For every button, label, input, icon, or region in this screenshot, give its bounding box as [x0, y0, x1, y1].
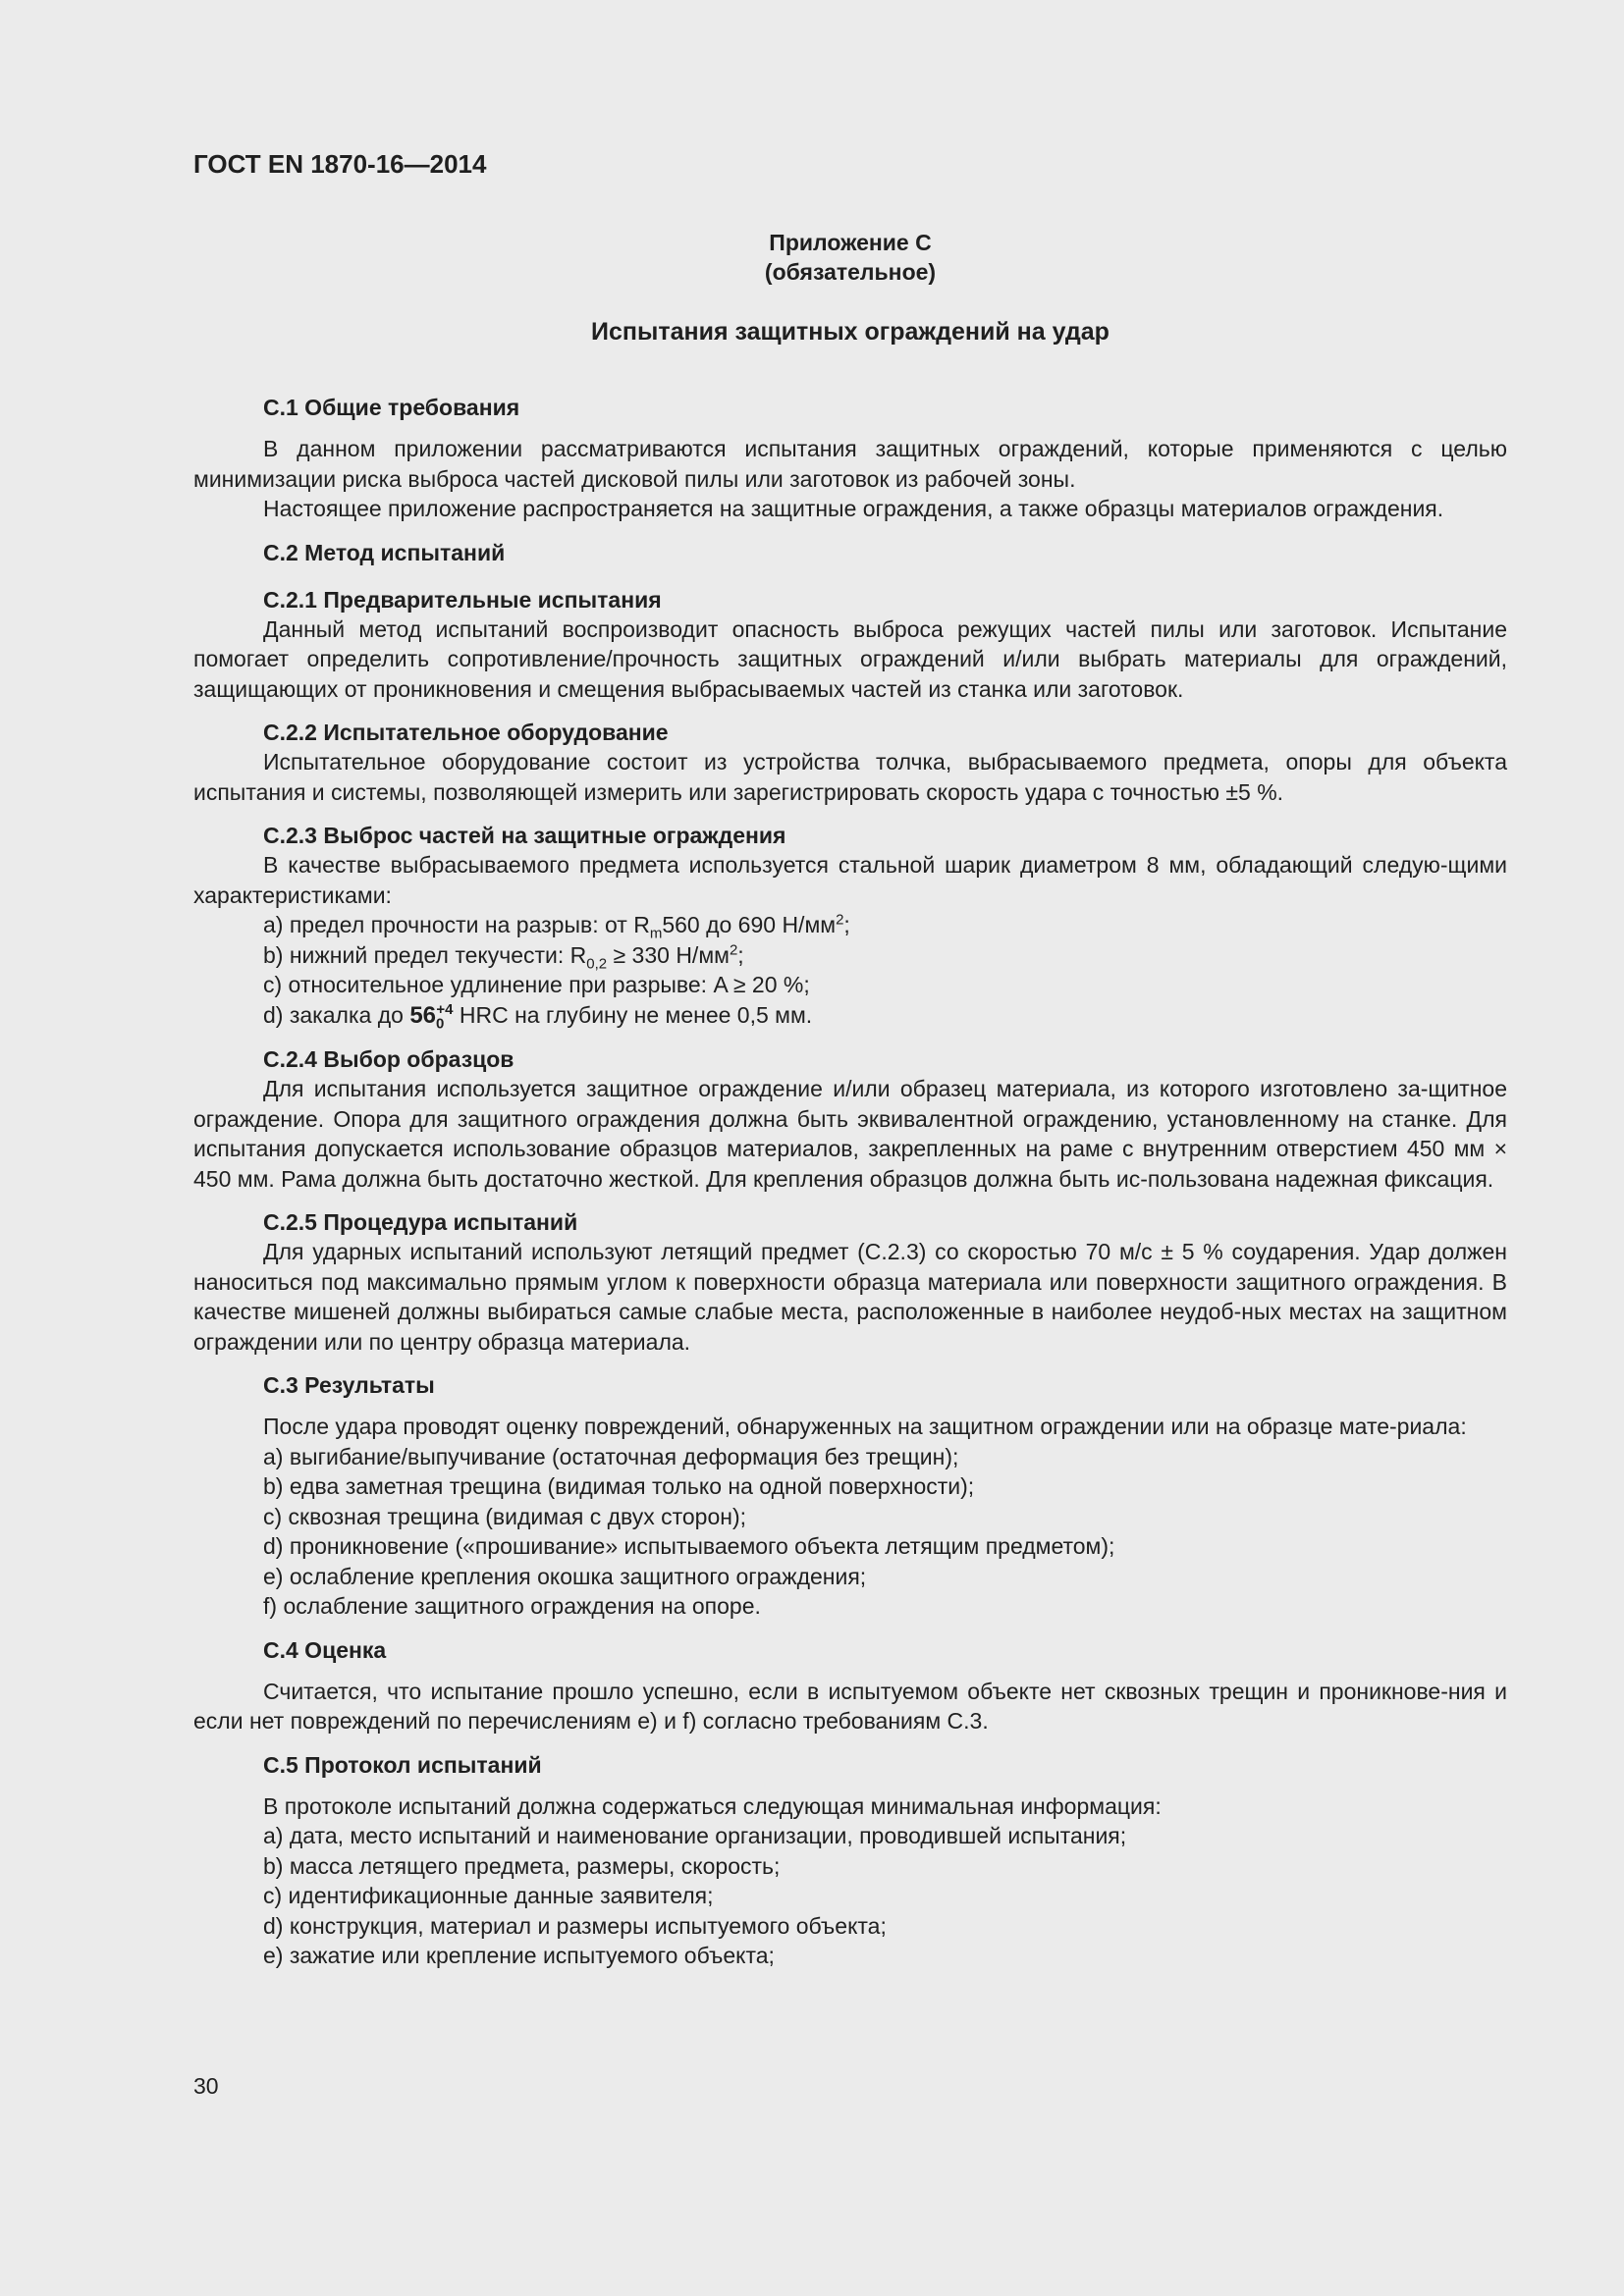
paragraph: Данный метод испытаний воспроизводит опасность выброса режущих частей пилы или заготовок. Испытание помогает определить сопротивление/прочность защитных ограждений и/или выбрать материалы для ограждений, защищающих от проникновения и смещения выбрасываемых частей из станка или заготовок.	[193, 615, 1507, 702]
list-item: a) дата, место испытаний и наименование организации, проводившей испытания;	[263, 1823, 1127, 1848]
annex-status: (обязательное)	[764, 259, 937, 285]
paragraph: Для ударных испытаний используют летящий предмет (С.2.3) со скоростью 70 м/с ± 5 % соударения. Удар должен наноситься под максимально прямым углом к поверхности образца материала или поверхности защитного ограждения. В качестве мишеней должны выбираться самые слабые места, расположенные в наиболее неудоб-ных местах на защитном ограждении или по центру образца материала.	[193, 1239, 1507, 1355]
paragraph: Считается, что испытание прошло успешно, если в испытуемом объекте нет сквозных трещин и проникнове-ния и если нет повреждений по перечислениям e) и f) согласно требованиям С.3.	[193, 1678, 1507, 1734]
section-heading-c3: С.3 Результаты	[263, 1372, 435, 1398]
annex-name: Испытания защитных ограждений на удар	[591, 318, 1110, 346]
section-heading-c1: С.1 Общие требования	[263, 395, 520, 420]
list-item: d) проникновение («прошивание» испытываемого объекта летящим предметом);	[263, 1533, 1115, 1559]
section-heading-c4: С.4 Оценка	[263, 1636, 387, 1663]
list-item: c) идентификационные данные заявителя;	[263, 1883, 714, 1908]
subsection-heading-c21: С.2.1 Предварительные испытания	[263, 586, 662, 613]
list-item: b) едва заметная трещина (видимая только на одной поверхности);	[263, 1473, 975, 1499]
paragraph: После удара проводят оценку повреждений, обнаруженных на защитном ограждении или на образце мате-риала:	[263, 1414, 1467, 1439]
paragraph: В протоколе испытаний должна содержаться следующая минимальная информация:	[263, 1792, 1162, 1819]
document-id: ГОСТ EN 1870-16—2014	[193, 149, 487, 179]
list-item: c) относительное удлинение при разрыве: A ≥ 20 %;	[263, 972, 810, 997]
list-item: d) закалка до $56_0^{+4}$ HRC на глубину не менее 0,5 мм.	[263, 1000, 813, 1033]
section-heading-c2: С.2 Метод испытаний	[263, 539, 506, 565]
list-item: a) выгибание/выпучивание (остаточная деформация без трещин);	[263, 1443, 959, 1469]
page-content	[193, 147, 1507, 1971]
list-item: b) нижний предел текучести: $R_{0,2} \ge 330$ $Н/мм^2$;	[263, 940, 744, 973]
subsection-heading-c24: С.2.4 Выбор образцов	[263, 1046, 514, 1072]
annex-label: Приложение С	[769, 230, 932, 255]
list-item: f) ослабление защитного ограждения на опоре.	[263, 1593, 761, 1619]
paragraph: В данном приложении рассматриваются испытания защитных ограждений, которые применяются с целью минимизации риска выброса частей дисковой пилы или заготовок из рабочей зоны.	[193, 436, 1507, 492]
list-item: e) зажатие или крепление испытуемого объекта;	[263, 1943, 775, 1968]
section-heading-c5: С.5 Протокол испытаний	[263, 1751, 542, 1778]
subsection-heading-c22: С.2.2 Испытательное оборудование	[263, 720, 669, 745]
list-item: a) предел прочности на разрыв: от $R_m560$ до 690 $Н/мм^2$;	[263, 911, 850, 942]
list-item: d) конструкция, материал и размеры испытуемого объекта;	[263, 1912, 887, 1939]
paragraph: В качестве выбрасываемого предмета используется стальной шарик диаметром 8 мм, обладающий следую-щими характеристиками:	[193, 852, 1507, 908]
paragraph: Для испытания используется защитное ограждение и/или образец материала, из которого изготовлено за-щитное ограждение. Опора для защитного ограждения должна быть эквивалентной ограждению, установленному на станке. Для испытания допускается использование образцов материалов, закрепленных на раме с внутренним отверстием 450 мм × 450 мм. Рама должна быть достаточно жесткой. Для крепления образцов должна быть ис-пользована надежная фиксация.	[193, 1076, 1507, 1192]
list-item: c) сквозная трещина (видимая с двух сторон);	[263, 1503, 747, 1529]
paragraph: Настоящее приложение распространяется на защитные ограждения, а также образцы материалов ограждения.	[263, 496, 1444, 521]
page-number: 30	[193, 2073, 219, 2099]
subsection-heading-c23: С.2.3 Выброс частей на защитные ограждения	[263, 823, 786, 848]
subsection-heading-c25: С.2.5 Процедура испытаний	[263, 1209, 578, 1235]
list-item: b) масса летящего предмета, размеры, скорость;	[263, 1852, 781, 1879]
paragraph: Испытательное оборудование состоит из устройства толчка, выбрасываемого предмета, опоры для объекта испытания и системы, позволяющей измерить или зарегистрировать скорость удара с точностью ±5 %.	[193, 749, 1507, 805]
annex-title	[193, 228, 1507, 287]
list-item: e) ослабление крепления окошка защитного ограждения;	[263, 1563, 867, 1589]
